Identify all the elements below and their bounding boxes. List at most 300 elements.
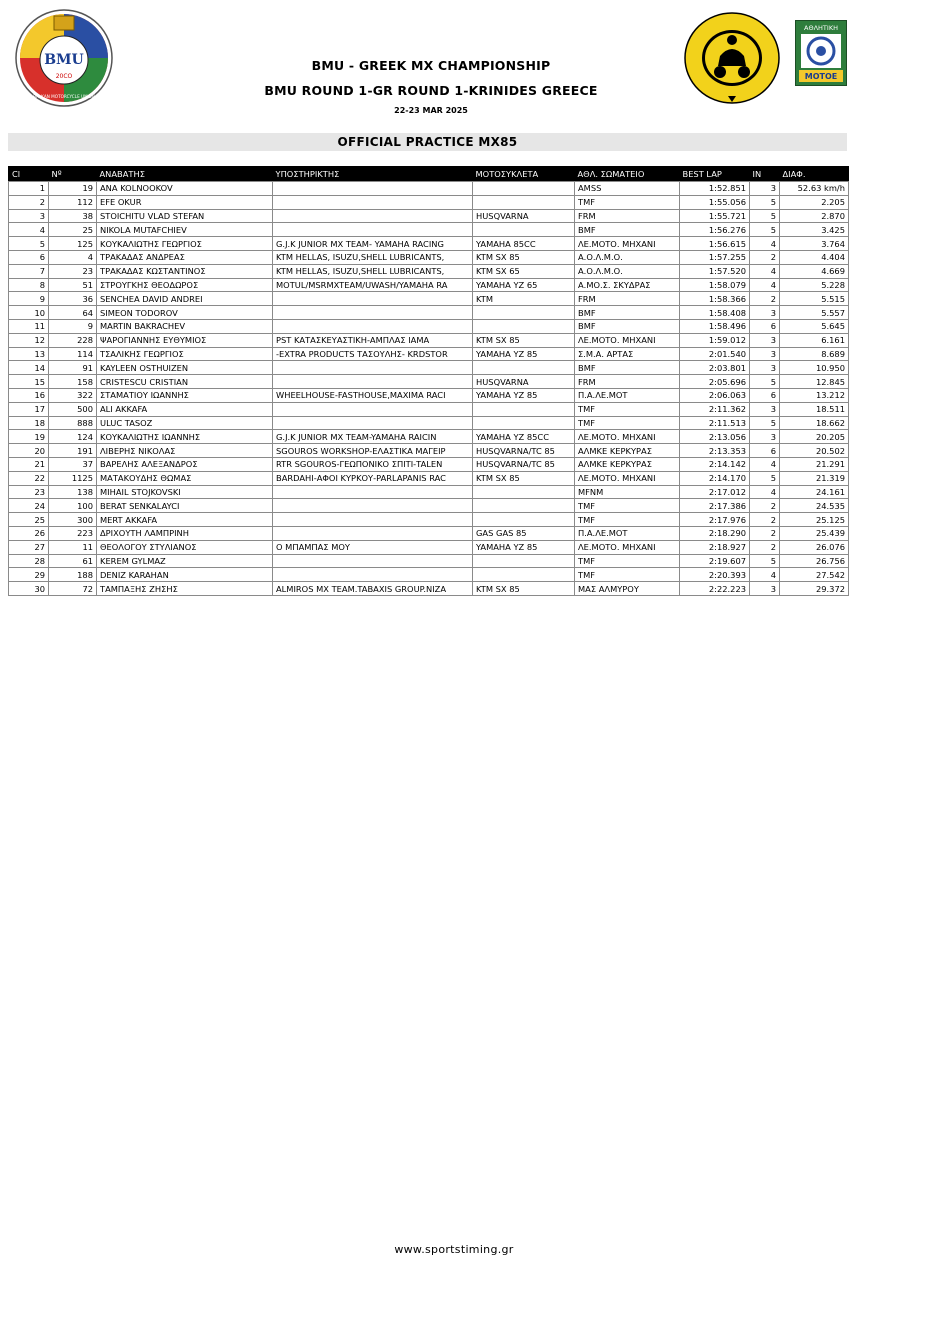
col-sponsor-cell — [273, 526, 473, 540]
col-motorcycle-cell — [473, 306, 575, 320]
col-club-cell: Α.ΜΟ.Σ. ΣΚΥΔΡΑΣ — [575, 278, 680, 292]
col-club-cell: Π.Α.ΛΕ.ΜΟΤ — [575, 388, 680, 402]
table-row — [9, 264, 849, 278]
col-class-cell: 4 — [9, 223, 49, 237]
col-sponsor-cell — [273, 195, 473, 209]
table-row — [9, 319, 849, 333]
col-class-cell: 22 — [9, 471, 49, 485]
col-rider-cell: MIHAIL STOJKOVSKI — [97, 485, 273, 499]
col-best-lap-cell: 1:57.255 — [680, 250, 750, 264]
col-club-cell: TMF — [575, 402, 680, 416]
col-class-cell: 9 — [9, 292, 49, 306]
col-rider-cell: ΛΙΒΕΡΗΣ ΝΙΚΟΛΑΣ — [97, 444, 273, 458]
col-in-cell: 2 — [750, 499, 780, 513]
col-club-cell: Α.Ο.Λ.Μ.Ο. — [575, 264, 680, 278]
col-gap-cell: 4.404 — [780, 250, 849, 264]
table-row — [9, 306, 849, 320]
col-gap-cell: 5.557 — [780, 306, 849, 320]
col-motorcycle-cell — [473, 568, 575, 582]
col-number-cell: 37 — [49, 457, 97, 471]
col-in-cell: 5 — [750, 375, 780, 389]
col-rider-cell: KAYLEEN OSTHUIZEN — [97, 361, 273, 375]
col-gap-cell: 24.161 — [780, 485, 849, 499]
col-in-cell: 4 — [750, 457, 780, 471]
col-rider-cell: KEREM GYLMAZ — [97, 554, 273, 568]
col-number-cell: 500 — [49, 402, 97, 416]
col-best-lap-cell: 2:06.063 — [680, 388, 750, 402]
col-in-cell: 5 — [750, 471, 780, 485]
col-club-cell: BMF — [575, 319, 680, 333]
table-row — [9, 388, 849, 402]
col-best-lap-cell: 2:19.607 — [680, 554, 750, 568]
col-motorcycle-cell: KTM SX 65 — [473, 264, 575, 278]
col-motorcycle-cell: KTM SX 85 — [473, 333, 575, 347]
col-best-lap-cell: 2:17.976 — [680, 513, 750, 527]
col-gap-cell: 21.291 — [780, 457, 849, 471]
col-sponsor-cell: PST ΚΑΤΑΣΚΕΥΑΣΤΙΚΗ-ΑΜΠΛΑΣ ΙΑΜΑ — [273, 333, 473, 347]
col-gap-cell: 18.662 — [780, 416, 849, 430]
col-best-lap-cell: 2:14.142 — [680, 457, 750, 471]
col-rider-cell: ΤΡΑΚΑΔΑΣ ΚΩΣΤΑΝΤΙΝΟΣ — [97, 264, 273, 278]
table-row — [9, 540, 849, 554]
col-motorcycle-cell — [473, 416, 575, 430]
col-number-cell: 228 — [49, 333, 97, 347]
col-motorcycle-cell: HUSQVARNA — [473, 209, 575, 223]
col-rider-cell: ΤΑΜΠΑΞΗΣ ΖΗΣΗΣ — [97, 582, 273, 596]
col-rider-cell: ΔΡΙΧΟΥΤΗ ΛΑΜΠΡΙΝΗ — [97, 526, 273, 540]
table-row — [9, 554, 849, 568]
col-gap-cell: 13.212 — [780, 388, 849, 402]
col-class-cell: 18 — [9, 416, 49, 430]
col-rider-cell: ΣΤΡΟΥΓΚΗΣ ΘΕΟΔΩΡΟΣ — [97, 278, 273, 292]
col-number-cell: 300 — [49, 513, 97, 527]
col-best-lap-cell: 1:59.012 — [680, 333, 750, 347]
championship-title: BMU - GREEK MX CHAMPIONSHIP — [311, 58, 551, 73]
col-in-cell: 2 — [750, 513, 780, 527]
col-class-cell: 12 — [9, 333, 49, 347]
col-class-cell: 8 — [9, 278, 49, 292]
col-club-header: ΑΘΛ. ΣΩΜΑΤΕΙΟ — [575, 167, 680, 182]
col-motorcycle-cell: GAS GAS 85 — [473, 526, 575, 540]
col-gap-cell: 2.870 — [780, 209, 849, 223]
col-gap-cell: 6.161 — [780, 333, 849, 347]
col-motorcycle-cell — [473, 554, 575, 568]
table-row — [9, 209, 849, 223]
col-class-cell: 3 — [9, 209, 49, 223]
col-number-cell: 114 — [49, 347, 97, 361]
col-in-cell: 3 — [750, 430, 780, 444]
col-gap-cell: 24.535 — [780, 499, 849, 513]
col-class-cell: 1 — [9, 182, 49, 196]
col-sponsor-cell — [273, 182, 473, 196]
col-class-cell: 28 — [9, 554, 49, 568]
col-sponsor-cell — [273, 499, 473, 513]
col-gap-cell: 20.502 — [780, 444, 849, 458]
col-number-cell: 191 — [49, 444, 97, 458]
col-motorcycle-cell: KTM — [473, 292, 575, 306]
col-in-cell: 2 — [750, 526, 780, 540]
col-club-cell: ΛΕ.ΜΟΤΟ. ΜΗΧΑΝΙ — [575, 540, 680, 554]
col-class-cell: 20 — [9, 444, 49, 458]
col-in-cell: 4 — [750, 278, 780, 292]
svg-text:20CO: 20CO — [55, 73, 73, 80]
col-number-cell: 888 — [49, 416, 97, 430]
col-best-lap-cell: 2:14.170 — [680, 471, 750, 485]
col-in-cell: 2 — [750, 540, 780, 554]
col-class-header: Cl — [9, 167, 49, 182]
col-class-cell: 7 — [9, 264, 49, 278]
col-motorcycle-cell: KTM SX 85 — [473, 471, 575, 485]
col-sponsor-cell: WHEELHOUSE-FASTHOUSE,MAXIMA RACI — [273, 388, 473, 402]
col-in-cell: 5 — [750, 554, 780, 568]
col-club-cell: BMF — [575, 306, 680, 320]
col-sponsor-cell — [273, 402, 473, 416]
col-sponsor-cell — [273, 485, 473, 499]
col-in-cell: 3 — [750, 347, 780, 361]
col-best-lap-cell: 2:03.801 — [680, 361, 750, 375]
col-best-lap-cell: 2:17.386 — [680, 499, 750, 513]
results-body — [9, 182, 849, 596]
col-number-cell: 61 — [49, 554, 97, 568]
col-club-cell: MFNM — [575, 485, 680, 499]
col-gap-cell: 21.319 — [780, 471, 849, 485]
col-gap-cell: 8.689 — [780, 347, 849, 361]
col-rider-cell: ΘΕΟΛΟΓΟΥ ΣΤΥΛΙΑΝΟΣ — [97, 540, 273, 554]
svg-text:ΑΘΛΗΤΙΚΗ: ΑΘΛΗΤΙΚΗ — [804, 24, 838, 32]
col-number-cell: 138 — [49, 485, 97, 499]
col-gap-cell: 5.228 — [780, 278, 849, 292]
col-class-cell: 6 — [9, 250, 49, 264]
col-gap-cell: 27.542 — [780, 568, 849, 582]
col-in-header: IN — [750, 167, 780, 182]
col-club-cell: BMF — [575, 223, 680, 237]
col-number-cell: 125 — [49, 237, 97, 251]
col-motorcycle-cell: KTM SX 85 — [473, 582, 575, 596]
col-rider-cell: ΣΤΑΜΑΤΙΟΥ ΙΩΑΝΝΗΣ — [97, 388, 273, 402]
col-rider-cell: ΜΑΤΑΚΟΥΔΗΣ ΘΩΜΑΣ — [97, 471, 273, 485]
col-motorcycle-cell — [473, 319, 575, 333]
col-in-cell: 5 — [750, 209, 780, 223]
col-in-cell: 3 — [750, 306, 780, 320]
table-row — [9, 347, 849, 361]
col-best-lap-cell: 2:11.513 — [680, 416, 750, 430]
col-class-cell: 17 — [9, 402, 49, 416]
col-rider-cell: SIMEON TODOROV — [97, 306, 273, 320]
col-number-header: Nº — [49, 167, 97, 182]
col-best-lap-cell: 2:05.696 — [680, 375, 750, 389]
footer-website[interactable]: www.sportstiming.gr — [394, 1243, 514, 1256]
col-motorcycle-header: ΜΟΤΟΣΥΚΛΕΤΑ — [473, 167, 575, 182]
col-gap-cell: 3.425 — [780, 223, 849, 237]
col-best-lap-cell: 1:55.056 — [680, 195, 750, 209]
col-best-lap-cell: 1:52.851 — [680, 182, 750, 196]
col-best-lap-cell: 2:18.927 — [680, 540, 750, 554]
col-club-cell: TMF — [575, 513, 680, 527]
col-club-cell: ΛΕ.ΜΟΤΟ. ΜΗΧΑΝΙ — [575, 333, 680, 347]
col-club-cell: TMF — [575, 195, 680, 209]
col-gap-header: ΔΙΑΦ. — [780, 167, 849, 182]
results-table — [8, 166, 849, 596]
col-class-cell: 10 — [9, 306, 49, 320]
svg-text:BALKAN MOTORCYCLE UNION: BALKAN MOTORCYCLE UNION — [33, 94, 95, 99]
col-rider-cell: NIKOLA MUTAFCHIEV — [97, 223, 273, 237]
col-best-lap-cell: 2:01.540 — [680, 347, 750, 361]
col-number-cell: 38 — [49, 209, 97, 223]
col-motorcycle-cell — [473, 485, 575, 499]
col-in-cell: 5 — [750, 195, 780, 209]
col-gap-cell: 12.845 — [780, 375, 849, 389]
col-best-lap-cell: 1:58.496 — [680, 319, 750, 333]
col-sponsor-header: ΥΠΟΣΤΗΡΙΚΤΗΣ — [273, 167, 473, 182]
svg-text:MOTOE: MOTOE — [804, 72, 838, 81]
col-sponsor-cell: MOTUL/MSRMXTEAM/UWASH/YAMAHA RA — [273, 278, 473, 292]
col-in-cell: 6 — [750, 444, 780, 458]
col-club-cell: ΛΕ.ΜΟΤΟ. ΜΗΧΑΝΙ — [575, 471, 680, 485]
col-number-cell: 11 — [49, 540, 97, 554]
table-row — [9, 513, 849, 527]
col-club-cell: BMF — [575, 361, 680, 375]
col-rider-cell: ΚΟΥΚΑΛΙΩΤΗΣ ΙΩΑΝΝΗΣ — [97, 430, 273, 444]
col-sponsor-cell: ALMIROS MX TEAM.TABAXIS GROUP.NIZA — [273, 582, 473, 596]
col-in-cell: 3 — [750, 582, 780, 596]
col-in-cell: 4 — [750, 264, 780, 278]
col-number-cell: 223 — [49, 526, 97, 540]
table-row — [9, 237, 849, 251]
col-best-lap-cell: 2:18.290 — [680, 526, 750, 540]
col-sponsor-cell — [273, 513, 473, 527]
col-club-cell: TMF — [575, 499, 680, 513]
col-sponsor-cell: KTM HELLAS, ISUZU,SHELL LUBRICANTS, — [273, 264, 473, 278]
table-header-row — [9, 167, 849, 182]
col-sponsor-cell — [273, 554, 473, 568]
col-best-lap-cell: 2:20.393 — [680, 568, 750, 582]
col-gap-cell: 5.645 — [780, 319, 849, 333]
col-best-lap-cell: 1:58.079 — [680, 278, 750, 292]
col-motorcycle-cell — [473, 499, 575, 513]
col-sponsor-cell: Ο ΜΠΑΜΠΑΣ ΜΟΥ — [273, 540, 473, 554]
col-number-cell: 25 — [49, 223, 97, 237]
col-sponsor-cell — [273, 361, 473, 375]
col-rider-cell: ΑΝΑ KOLNOOKOV — [97, 182, 273, 196]
col-motorcycle-cell — [473, 182, 575, 196]
col-rider-header: ΑΝΑΒΑΤΗΣ — [97, 167, 273, 182]
col-motorcycle-cell: KTM SX 85 — [473, 250, 575, 264]
col-class-cell: 25 — [9, 513, 49, 527]
col-in-cell: 2 — [750, 250, 780, 264]
col-in-cell: 3 — [750, 361, 780, 375]
col-best-lap-cell: 1:56.276 — [680, 223, 750, 237]
col-class-cell: 29 — [9, 568, 49, 582]
col-club-cell: ΛΕ.ΜΟΤΟ. ΜΗΧΑΝΙ — [575, 237, 680, 251]
col-rider-cell: EFE OKUR — [97, 195, 273, 209]
col-number-cell: 158 — [49, 375, 97, 389]
table-row — [9, 499, 849, 513]
col-rider-cell: STOICHITU VLAD STEFAN — [97, 209, 273, 223]
col-class-cell: 11 — [9, 319, 49, 333]
col-sponsor-cell: RTR SGOUROS-ΓΕΩΠΟΝΙΚΟ ΣΠΙΤΙ-TALEN — [273, 457, 473, 471]
col-gap-cell: 3.764 — [780, 237, 849, 251]
col-motorcycle-cell: YAMAHA 85CC — [473, 237, 575, 251]
col-motorcycle-cell — [473, 223, 575, 237]
col-in-cell: 2 — [750, 292, 780, 306]
col-in-cell: 6 — [750, 388, 780, 402]
col-sponsor-cell: G.J.K JUNIOR MX TEAM-YAMAHA RAICIN — [273, 430, 473, 444]
col-number-cell: 91 — [49, 361, 97, 375]
col-gap-cell: 52.63 km/h — [780, 182, 849, 196]
col-best-lap-cell: 1:57.520 — [680, 264, 750, 278]
col-class-cell: 27 — [9, 540, 49, 554]
col-motorcycle-cell — [473, 361, 575, 375]
col-in-cell: 3 — [750, 182, 780, 196]
col-number-cell: 4 — [49, 250, 97, 264]
col-class-cell: 16 — [9, 388, 49, 402]
col-in-cell: 3 — [750, 333, 780, 347]
col-gap-cell: 10.950 — [780, 361, 849, 375]
col-club-cell: ΜΑΣ ΑΛΜΥΡΟΥ — [575, 582, 680, 596]
table-row — [9, 402, 849, 416]
col-rider-cell: MERT AKKAFA — [97, 513, 273, 527]
col-number-cell: 100 — [49, 499, 97, 513]
col-club-cell: FRM — [575, 375, 680, 389]
table-row — [9, 457, 849, 471]
table-row — [9, 361, 849, 375]
col-rider-cell: ALI AKKAFA — [97, 402, 273, 416]
table-row — [9, 375, 849, 389]
session-banner: OFFICIAL PRACTICE MX85 — [8, 133, 847, 151]
col-club-cell: TMF — [575, 568, 680, 582]
col-in-cell: 6 — [750, 319, 780, 333]
table-row — [9, 292, 849, 306]
col-number-cell: 64 — [49, 306, 97, 320]
col-in-cell: 4 — [750, 568, 780, 582]
col-gap-cell: 29.372 — [780, 582, 849, 596]
table-row — [9, 430, 849, 444]
col-sponsor-cell — [273, 292, 473, 306]
round-title: BMU ROUND 1-GR ROUND 1-KRINIDES GREECE — [264, 83, 598, 98]
col-sponsor-cell: G.J.K JUNIOR MX TEAM- YAMAHA RACING — [273, 237, 473, 251]
col-class-cell: 5 — [9, 237, 49, 251]
table-row — [9, 582, 849, 596]
col-best-lap-cell: 2:17.012 — [680, 485, 750, 499]
col-club-cell: Σ.Μ.Α. ΑΡΤΑΣ — [575, 347, 680, 361]
col-best-lap-cell: 1:55.721 — [680, 209, 750, 223]
col-best-lap-header: BEST LAP — [680, 167, 750, 182]
col-sponsor-cell: -EXTRA PRODUCTS ΤΑΣΟΥΛΗΣ- KRDSTOR — [273, 347, 473, 361]
table-row — [9, 568, 849, 582]
col-in-cell: 5 — [750, 223, 780, 237]
col-class-cell: 2 — [9, 195, 49, 209]
col-in-cell: 5 — [750, 416, 780, 430]
col-motorcycle-cell: HUSQVARNA/TC 85 — [473, 457, 575, 471]
table-row — [9, 416, 849, 430]
col-class-cell: 26 — [9, 526, 49, 540]
table-row — [9, 526, 849, 540]
col-class-cell: 19 — [9, 430, 49, 444]
col-number-cell: 23 — [49, 264, 97, 278]
table-row — [9, 223, 849, 237]
col-in-cell: 4 — [750, 485, 780, 499]
col-number-cell: 36 — [49, 292, 97, 306]
col-rider-cell: ΒΑΡΕΛΗΣ ΑΛΕΞΑΝΔΡΟΣ — [97, 457, 273, 471]
table-row — [9, 278, 849, 292]
motoe-logo — [795, 20, 847, 86]
col-club-cell: ΛΕ.ΜΟΤΟ. ΜΗΧΑΝΙ — [575, 430, 680, 444]
col-gap-cell: 26.076 — [780, 540, 849, 554]
col-sponsor-cell — [273, 306, 473, 320]
col-rider-cell: BERAT SENKALAYCI — [97, 499, 273, 513]
col-club-cell: TMF — [575, 416, 680, 430]
col-best-lap-cell: 2:11.362 — [680, 402, 750, 416]
col-club-cell: TMF — [575, 554, 680, 568]
col-motorcycle-cell: YAMAHA YZ 85 — [473, 388, 575, 402]
col-rider-cell: DENIZ KARAHAN — [97, 568, 273, 582]
col-gap-cell: 2.205 — [780, 195, 849, 209]
col-number-cell: 124 — [49, 430, 97, 444]
col-sponsor-cell — [273, 568, 473, 582]
col-rider-cell: ΤΣΑΛΙΚΗΣ ΓΕΩΡΓΙΟΣ — [97, 347, 273, 361]
col-best-lap-cell: 1:56.615 — [680, 237, 750, 251]
col-rider-cell: SENCHEA DAVID ANDREI — [97, 292, 273, 306]
col-club-cell: Α.Ο.Λ.Μ.Ο. — [575, 250, 680, 264]
col-gap-cell: 26.756 — [780, 554, 849, 568]
col-best-lap-cell: 1:58.366 — [680, 292, 750, 306]
col-motorcycle-cell: HUSQVARNA/TC 85 — [473, 444, 575, 458]
col-club-cell: ΑΛΜΚΕ ΚΕΡΚΥΡΑΣ — [575, 457, 680, 471]
col-motorcycle-cell — [473, 513, 575, 527]
col-sponsor-cell — [273, 319, 473, 333]
col-club-cell: ΑΛΜΚΕ ΚΕΡΚΥΡΑΣ — [575, 444, 680, 458]
col-class-cell: 14 — [9, 361, 49, 375]
col-number-cell: 1125 — [49, 471, 97, 485]
col-motorcycle-cell: YAMAHA YZ 65 — [473, 278, 575, 292]
col-gap-cell: 20.205 — [780, 430, 849, 444]
col-best-lap-cell: 2:22.223 — [680, 582, 750, 596]
table-row — [9, 195, 849, 209]
col-motorcycle-cell — [473, 402, 575, 416]
col-rider-cell: ΤΡΑΚΑΔΑΣ ΑΝΔΡΕΑΣ — [97, 250, 273, 264]
col-motorcycle-cell: YAMAHA YZ 85 — [473, 347, 575, 361]
col-sponsor-cell — [273, 209, 473, 223]
col-class-cell: 13 — [9, 347, 49, 361]
svg-text:BMU: BMU — [44, 52, 84, 68]
col-club-cell: FRM — [575, 292, 680, 306]
col-class-cell: 30 — [9, 582, 49, 596]
col-sponsor-cell: BARDAHI-ΑΦΟΙ ΚΥΡΚΟΥ-PARLAPANIS RAC — [273, 471, 473, 485]
col-number-cell: 72 — [49, 582, 97, 596]
col-club-cell: FRM — [575, 209, 680, 223]
col-rider-cell: ΚΟΥΚΑΛΙΩΤΗΣ ΓΕΩΡΓΙΟΣ — [97, 237, 273, 251]
col-motorcycle-cell: YAMAHA YZ 85 — [473, 540, 575, 554]
col-sponsor-cell — [273, 223, 473, 237]
col-motorcycle-cell — [473, 195, 575, 209]
col-rider-cell: CRISTESCU CRISTIAN — [97, 375, 273, 389]
col-class-cell: 21 — [9, 457, 49, 471]
col-sponsor-cell: SGOUROS WORKSHOP-ΕΛΑΣΤΙΚΑ ΜΑΓΕΙΡ — [273, 444, 473, 458]
col-class-cell: 24 — [9, 499, 49, 513]
col-in-cell: 3 — [750, 402, 780, 416]
col-number-cell: 112 — [49, 195, 97, 209]
col-motorcycle-cell: YAMAHA YZ 85CC — [473, 430, 575, 444]
col-number-cell: 19 — [49, 182, 97, 196]
col-class-cell: 23 — [9, 485, 49, 499]
col-club-cell: Π.Α.ΛΕ.ΜΟΤ — [575, 526, 680, 540]
col-class-cell: 15 — [9, 375, 49, 389]
col-rider-cell: ΨΑΡΟΓΙΑΝΝΗΣ ΕΥΘΥΜΙΟΣ — [97, 333, 273, 347]
table-row — [9, 250, 849, 264]
col-gap-cell: 5.515 — [780, 292, 849, 306]
col-sponsor-cell — [273, 375, 473, 389]
table-row — [9, 182, 849, 196]
